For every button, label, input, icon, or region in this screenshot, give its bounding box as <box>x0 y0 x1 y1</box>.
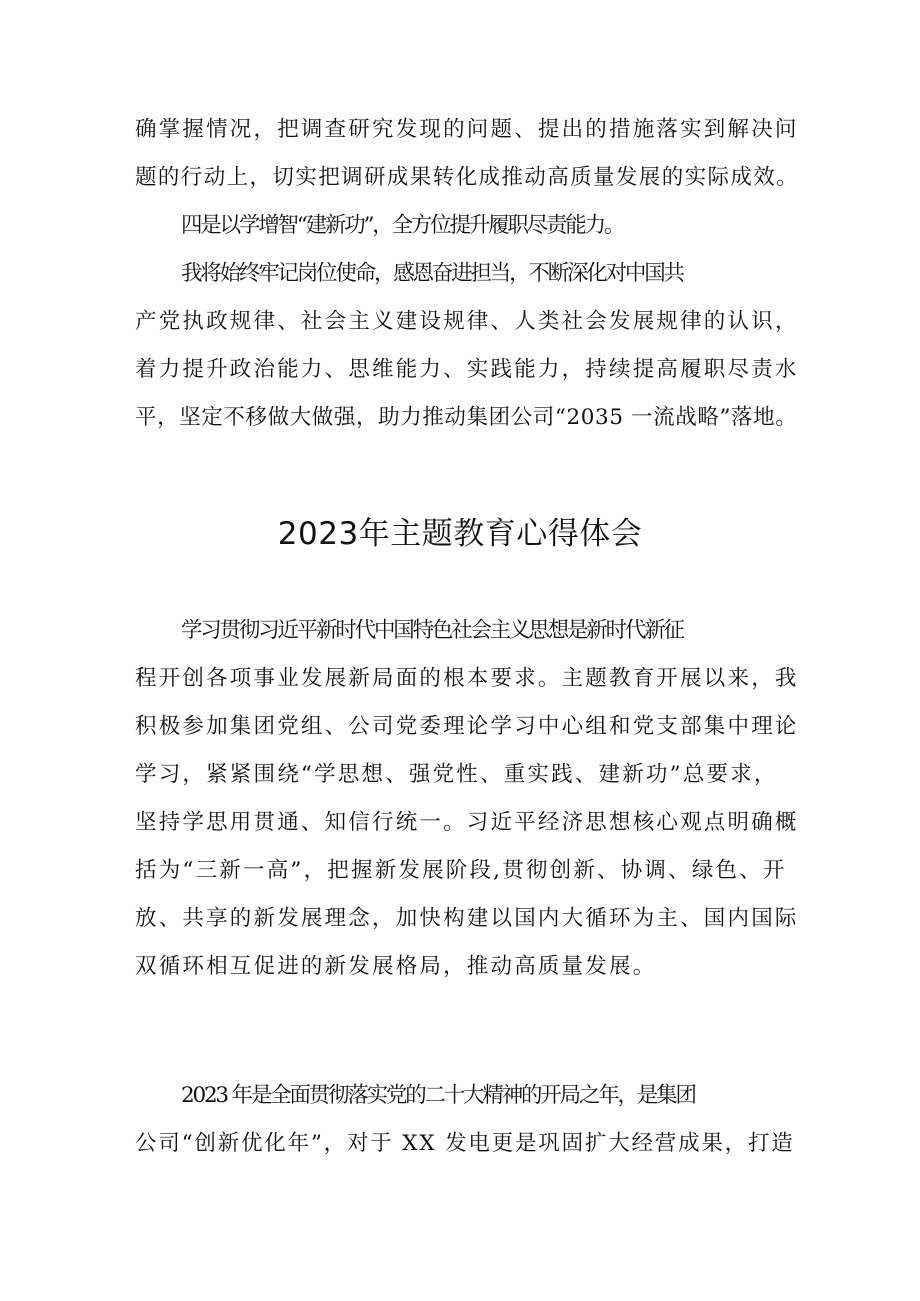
text-line: 2023 年是全面贯彻落实党的二十大精神的开局之年，是集团 <box>181 1083 695 1108</box>
text-line: 我将始终牢记岗位使命，感恩奋进担当，不断深化对中国共 <box>181 261 683 286</box>
text-line: 坚持学思用贯通、知信行统一。习近平经济思想核心观点明确概 <box>135 810 799 835</box>
text-line: 平，坚定不移做大做强，助力推动集团公司“2035 一流战略”落地。 <box>135 405 798 430</box>
text-line: 题的行动上，切实把调研成果转化成推动高质量发展的实际成效。 <box>135 165 800 190</box>
section-heading: 2023年主题教育心得体会 <box>277 516 643 552</box>
text-line: 双循环相互促进的新发展格局，推动高质量发展。 <box>135 954 657 979</box>
text-line: 确掌握情况，把调查研究发现的问题、提出的措施落实到解决问 <box>135 117 799 142</box>
text-line: 放、共享的新发展理念，加快构建以国内大循环为主、国内国际 <box>135 906 799 931</box>
text-line: 产党执政规律、社会主义建设规律、人类社会发展规律的认识， <box>135 309 799 334</box>
text-line: 积极参加集团党组、公司党委理论学习中心组和党支部集中理论 <box>135 714 799 739</box>
text-line: 着力提升政治能力、思维能力、实践能力，持续提高履职尽责水 <box>135 357 799 382</box>
text-line: 程开创各项事业发展新局面的根本要求。主题教育开展以来，我 <box>135 666 799 691</box>
text-line: 学习贯彻习近平新时代中国特色社会主义思想是新时代新征 <box>181 618 683 643</box>
text-line: 四是以学增智“建新功”，全方位提升履职尽责能力。 <box>181 213 624 238</box>
text-line: 公司“创新优化年”，对于 XX 发电更是巩固扩大经营成果，打造 <box>135 1131 795 1156</box>
text-line: 学习，紧紧围绕“学思想、强党性、重实践、建新功”总要求， <box>135 762 778 787</box>
text-line: 括为“三新一高”，把握新发展阶段,贯彻创新、协调、绿色、开 <box>135 858 787 883</box>
